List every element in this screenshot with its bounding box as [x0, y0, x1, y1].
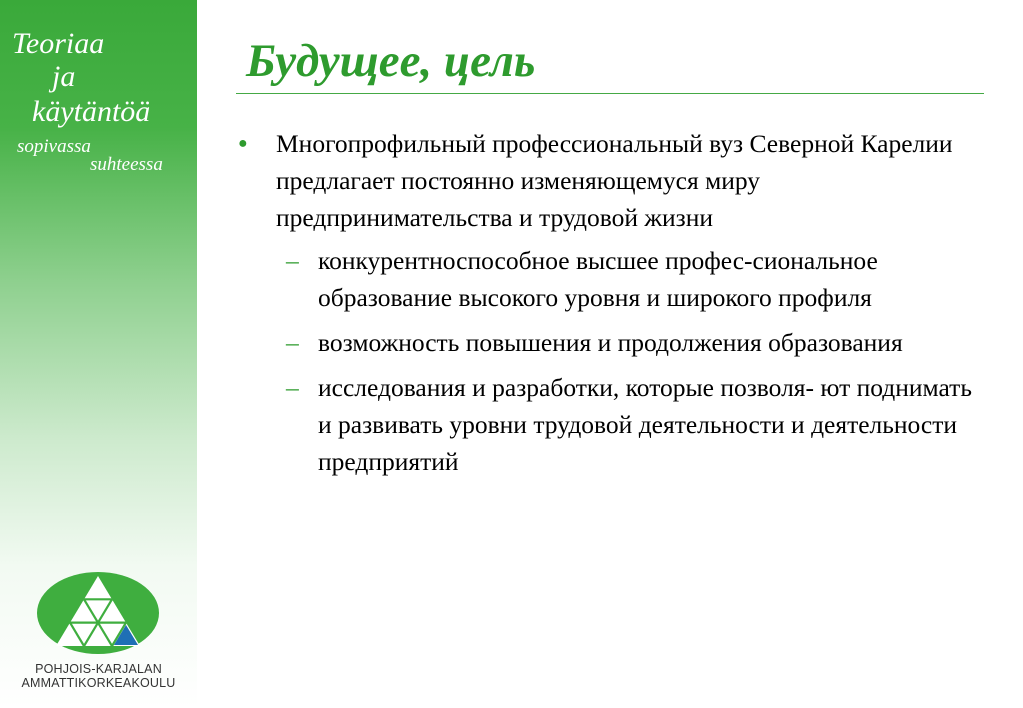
school-logo	[36, 571, 160, 655]
school-name-line-2: AMMATTIKORKEAKOULU	[21, 676, 176, 690]
sub-item	[238, 369, 990, 480]
slide-title: Будущее, цель	[246, 35, 536, 87]
dash-icon: –	[286, 328, 299, 357]
sub-item	[238, 324, 990, 361]
subtitle-line-1: sopivassa	[17, 136, 91, 157]
bullet-item	[238, 125, 990, 236]
sub-item-text: возможность повышения и продолжения образования	[318, 328, 903, 357]
sidebar	[0, 0, 197, 708]
school-name-line-1: POHJOIS-KARJALAN	[35, 662, 162, 676]
dash-icon: –	[286, 246, 299, 275]
sub-item	[238, 242, 990, 316]
brand-line-2: ja	[52, 60, 76, 93]
slide-body	[238, 125, 990, 488]
sub-item-text: исследования и разработки, которые позволя- ют поднимать и развивать уровни трудовой деятельности и деятельности предприятий	[318, 373, 972, 476]
bullet-text: Многопрофильный профессиональный вуз Северной Карелии предлагает постоянно изменяющемуся миру предпринимательства и трудовой жизни	[276, 129, 953, 232]
brand-line-1: Teoriaa	[12, 27, 105, 60]
dash-icon: –	[286, 373, 299, 402]
sub-item-text: конкурентноспособное высшее профес-сиональное образование высокого уровня и широкого профиля	[318, 246, 878, 312]
subtitle-line-2: suhteessa	[90, 154, 163, 175]
brand-line-3: käytäntöä	[32, 95, 151, 128]
sub-list	[238, 242, 990, 480]
bullet-icon: ●	[238, 135, 248, 152]
title-divider	[236, 93, 984, 94]
